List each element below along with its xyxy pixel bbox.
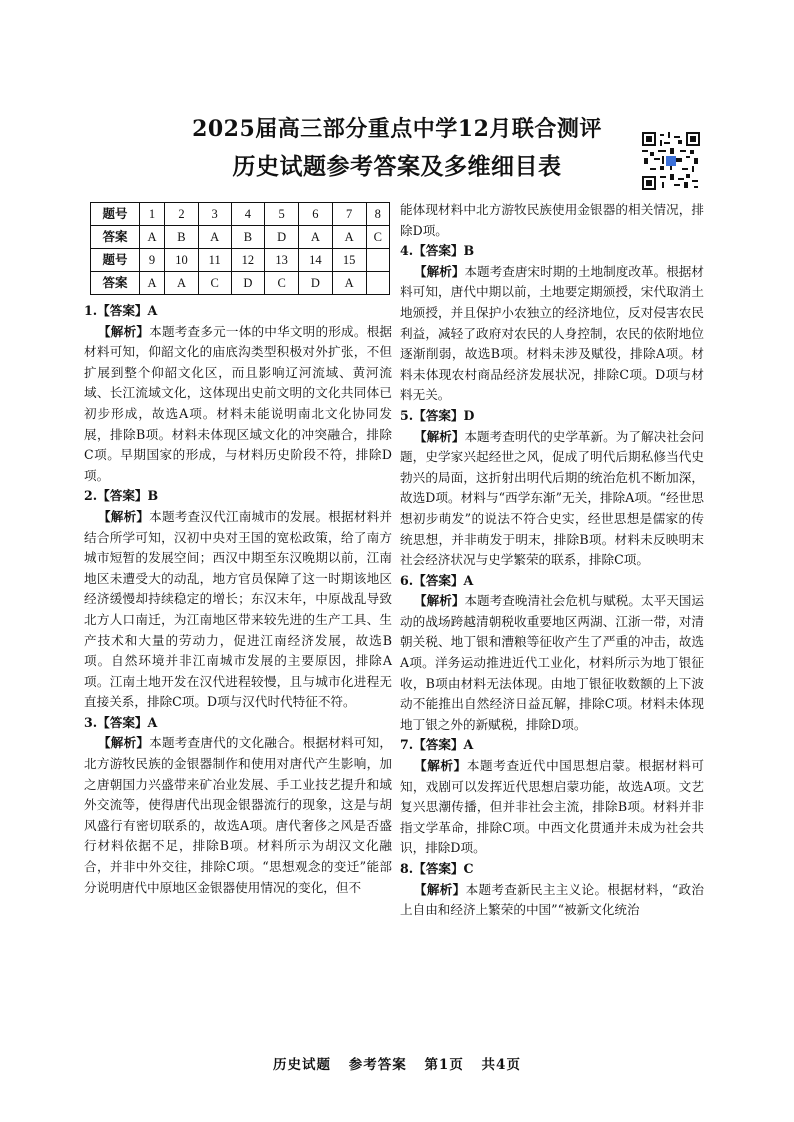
analysis-text: 本题考查汉代江南城市的发展。根据材料并结合所学可知，汉初中央对王国的宽松政策，给了南方城市短暂的发展空间；西汉中期至东汉晚期以前，江南地区未遭受大的动乱，地方官员保障了这一时期该地区经济缓慢却持续稳定的增长；东汉末年，中原战乱导致北方人口南迁，为江南地区带来较先进的生产工具、生产技术和大量的劳动力，促进江南经济发展，故选B项。自然环境并非江南城市发展的主要原因，排除A项。江南土地开发在汉代进程较慢，且与城市化进程无直接关系，排除C项。D项与汉代时代特征不符。 <box>84 508 393 710</box>
answer-table-cell: A <box>299 226 333 249</box>
answer-table-header-cell: 题号 <box>91 203 140 226</box>
analysis-tag: 【解析】 <box>414 593 465 609</box>
right-column <box>400 200 704 921</box>
answer-table-cell: D <box>265 226 299 249</box>
answer-heading: 3.【答案】A <box>84 714 158 730</box>
answer-heading: 4.【答案】B <box>400 243 475 259</box>
answer-heading: 2.【答案】B <box>84 488 159 504</box>
answer-table-cell: 2 <box>165 203 199 226</box>
analysis-text: 本题考查晚清社会危机与赋税。太平天国运动的战场跨越清朝税收重要地区两湖、江浙一带，对清朝关税、地丁银和漕粮等征收产生了严重的冲击，故选A项。洋务运动推进近代工业化，材料所示为地丁银征收，B项由材料无法体现。由地丁银征收数额的上下波动不能推出自然经济日益瓦解，排除C项。材料未体现地丁银之外的新赋税，排除D项。 <box>400 593 704 732</box>
answer-table-header-cell: 答案 <box>91 272 140 295</box>
answer-table-header-cell: 答案 <box>91 226 140 249</box>
answer-table-cell: C <box>265 272 299 295</box>
answer-table-cell: A <box>140 272 165 295</box>
analysis-paragraph <box>400 756 704 859</box>
answer-heading: 1.【答案】A <box>84 303 158 318</box>
footer-subject: 历史试题 <box>273 1057 332 1073</box>
analysis-text: 本题考查明代的史学革新。为了解决社会问题，史学家兴起经世之风，促成了明代后期私修当代史勃兴的局面，这折射出明代后期的统治危机不断加深，故选D项。材料与“西学东渐”无关，排除A项。“经世思想初步萌发”的说法不符合史实，经世思想是儒家的传统思想，并非萌发于明末，排除B项。材料未反映明末社会经济状况与史学繁荣的联系，排除C项。 <box>400 428 704 568</box>
answer-table-cell <box>366 272 389 295</box>
answer-table-cell: 9 <box>140 249 165 272</box>
answer-table-row <box>91 272 390 295</box>
left-column <box>84 200 392 898</box>
answer-table-cell: 1 <box>140 203 165 226</box>
analysis-text: 本题考查新民主主义论。根据材料，“政治上自由和经济上繁荣的中国”“被新文化统治 <box>400 881 704 918</box>
answer-table-cell: B <box>165 226 199 249</box>
analysis-tag: 【解析】 <box>414 428 465 444</box>
answer-heading: 5.【答案】D <box>400 407 475 423</box>
answer-table-cell: C <box>198 272 231 295</box>
footer-label: 参考答案 <box>348 1057 407 1073</box>
answer-table-cell: A <box>198 226 231 249</box>
analysis-tag: 【解析】 <box>414 758 467 774</box>
answer-table-cell: 7 <box>332 203 366 226</box>
answer-table-cell: 14 <box>299 249 333 272</box>
analysis-text: 本题考查近代中国思想启蒙。根据材料可知，戏剧可以发挥近代思想启蒙功能，故选A项。文艺复兴思潮传播，但并非社会主流，排除B项。材料并非指文学革命，排除C项。中西文化贯通并未成为社会共识，排除D项。 <box>400 758 705 856</box>
answer-table-cell: A <box>165 272 199 295</box>
right-explanations <box>400 200 704 921</box>
analysis-tag: 【解析】 <box>98 323 150 339</box>
left-explanations <box>84 301 392 898</box>
analysis-tag: 【解析】 <box>98 735 150 751</box>
page-title: 2025届高三部分重点中学12月联合测评 <box>192 116 602 142</box>
answer-table-cell: 15 <box>332 249 366 272</box>
analysis-tag: 【解析】 <box>98 508 150 524</box>
answer-heading: 8.【答案】C <box>400 861 474 876</box>
analysis-tag: 【解析】 <box>414 881 466 897</box>
answer-table-cell: 13 <box>265 249 299 272</box>
page-footer <box>0 1053 794 1073</box>
answer-table-cell: 5 <box>265 203 299 226</box>
answer-table-cell: C <box>366 226 389 249</box>
answer-table-cell: D <box>231 272 265 295</box>
answer-table-cell: 12 <box>231 249 265 272</box>
answer-table-row <box>91 249 390 272</box>
answer-table-cell: 10 <box>165 249 199 272</box>
answer-table-cell: 6 <box>299 203 333 226</box>
analysis-paragraph <box>84 507 392 713</box>
answer-table-cell <box>366 249 389 272</box>
answer-table-cell: 3 <box>198 203 231 226</box>
analysis-paragraph <box>400 427 704 571</box>
analysis-paragraph <box>84 322 392 487</box>
answer-table-row <box>91 203 390 226</box>
answer-table-row <box>91 226 390 249</box>
analysis-tag: 【解析】 <box>414 263 465 279</box>
answer-table-cell: A <box>332 226 366 249</box>
analysis-paragraph <box>400 262 704 406</box>
answer-table-cell: 11 <box>198 249 231 272</box>
analysis-text: 本题考查唐宋时期的土地制度改革。根据材料可知，唐代中期以前，土地要定期颁授，宋代取消土地颁授，并且保护小农独立的经济地位，反对侵害农民利益，减轻了政府对农民的人身控制，农民的依附地位逐渐削弱，故选B项。材料未涉及赋役，排除A项。材料未体现农村商品经济发展状况，排除C项。D项与材料无关。 <box>400 263 704 403</box>
answer-table-cell: 4 <box>231 203 265 226</box>
analysis-text: 本题考查唐代的文化融合。根据材料可知，北方游牧民族的金银器制作和使用对唐代产生影响，加之唐朝国力兴盛带来矿冶业发展、手工业技艺提升和域外交流等，使得唐代出现金银器流行的现象，这是与胡风盛行有密切联系的，故选A项。唐代奢侈之风是否盛行材料依据不足，排除B项。材料所示为胡汉文化融合，并非中外交往，排除C项。“思想观念的变迁”能部分说明唐代中原地区金银器使用情况的变化，但不 <box>84 735 393 895</box>
page-subtitle: 历史试题参考答案及多维细目表 <box>232 153 562 180</box>
analysis-paragraph <box>400 880 704 921</box>
answer-table-cell: 8 <box>366 203 389 226</box>
analysis-paragraph <box>400 591 704 735</box>
answer-table-header-cell: 题号 <box>91 249 140 272</box>
answer-table-cell: A <box>140 226 165 249</box>
answer-heading: 6.【答案】A <box>400 572 474 588</box>
answer-key-table <box>90 202 390 295</box>
answer-table-cell: B <box>231 226 265 249</box>
analysis-text: 本题考查多元一体的中华文明的形成。根据材料可知，仰韶文化的庙底沟类型积极对外扩张，不但扩展到整个仰韶文化区，而且影响辽河流域、黄河流域、长江流域文化，这体现出史前文明的文化共同体已初步形成，故选A项。材料未能说明南北文化协同发展，排除B项。材料未体现区域文化的冲突融合，排除C项。早期国家的形成，与材料历史阶段不符，排除D项。 <box>84 323 393 483</box>
answer-heading: 7.【答案】A <box>400 737 474 753</box>
qr-code-icon <box>642 132 700 190</box>
answer-table-cell: D <box>299 272 333 295</box>
analysis-paragraph <box>84 733 392 898</box>
answer-table-cell: A <box>332 272 366 295</box>
footer-total-pages: 共4页 <box>481 1057 521 1073</box>
continued-text: 能体现材料中北方游牧民族使用金银器的相关情况，排除D项。 <box>400 202 704 238</box>
footer-page-number: 第1页 <box>424 1057 464 1073</box>
